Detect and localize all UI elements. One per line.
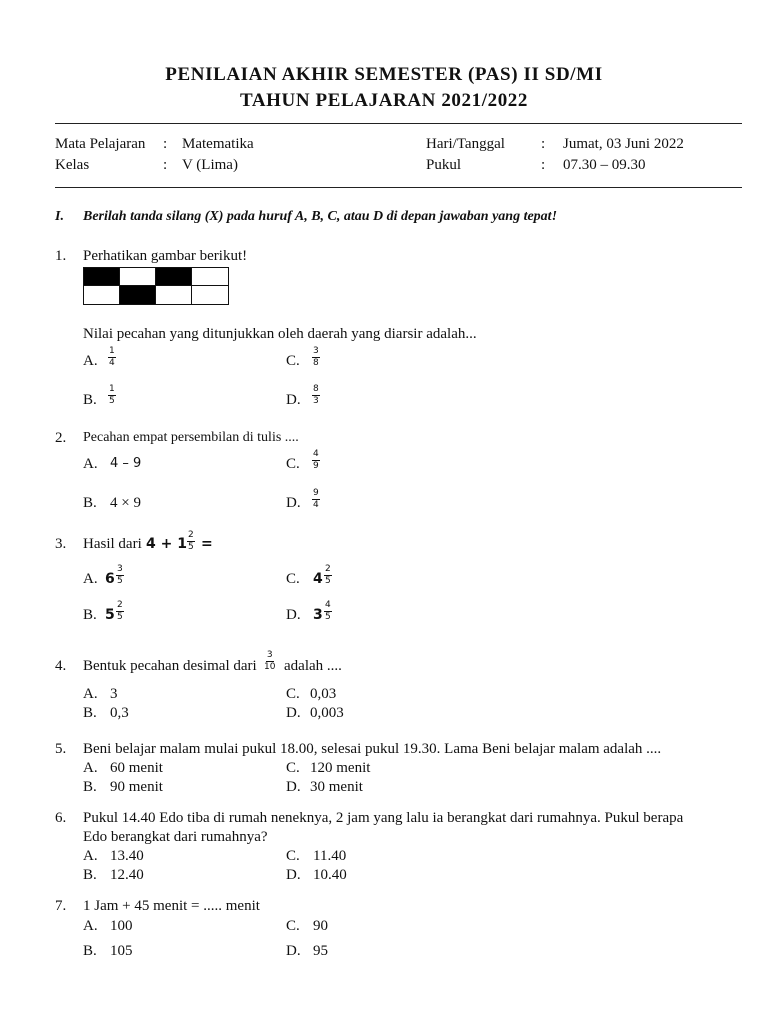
- denominator: 3: [313, 396, 319, 406]
- option-d-whole[interactable]: 3: [313, 607, 323, 623]
- subject-value: Matematika: [182, 136, 254, 152]
- option-c-letter[interactable]: C.: [286, 918, 300, 934]
- option-b-letter[interactable]: B.: [83, 867, 97, 883]
- time-value: 07.30 – 09.30: [563, 157, 646, 173]
- option-b-letter[interactable]: B.: [83, 392, 97, 408]
- option-b-value[interactable]: 4 × 9: [110, 495, 141, 511]
- denominator: 5: [109, 396, 115, 406]
- option-a-letter[interactable]: A.: [83, 456, 98, 472]
- option-d-fraction[interactable]: [324, 601, 332, 622]
- numerator: 4: [313, 449, 319, 459]
- numerator: 3: [117, 564, 123, 574]
- option-c-value[interactable]: 11.40: [313, 848, 347, 864]
- option-a-letter[interactable]: A.: [83, 686, 98, 702]
- numerator: 8: [313, 384, 319, 394]
- question-text: Perhatikan gambar berikut!: [83, 248, 248, 264]
- question-number: 4.: [55, 658, 67, 674]
- divider-bottom: [55, 187, 742, 188]
- option-b-fraction[interactable]: [116, 601, 124, 622]
- option-d-value[interactable]: 10.40: [313, 867, 347, 883]
- divider-top: [55, 123, 742, 124]
- numerator: 3: [266, 650, 273, 660]
- option-c-letter[interactable]: C.: [286, 760, 300, 776]
- expression-equals: =: [201, 536, 213, 552]
- option-c-letter[interactable]: C.: [286, 456, 300, 472]
- numerator: 4: [325, 600, 331, 610]
- option-d-letter[interactable]: D.: [286, 943, 301, 959]
- option-d-value[interactable]: 95: [313, 943, 328, 959]
- option-c-value[interactable]: 90: [313, 918, 328, 934]
- question-number: 1.: [55, 248, 67, 264]
- option-c-letter[interactable]: C.: [286, 353, 300, 369]
- option-a-whole[interactable]: 6: [105, 571, 115, 587]
- question-text: Beni belajar malam mulai pukul 18.00, selesai pukul 19.30. Lama Beni belajar malam adalah ....: [83, 741, 662, 757]
- option-b-value[interactable]: 90 menit: [110, 779, 163, 795]
- day-value: Jumat, 03 Juni 2022: [563, 136, 684, 152]
- option-a-value[interactable]: 60 menit: [110, 760, 163, 776]
- denominator: 5: [188, 542, 194, 552]
- option-d-letter[interactable]: D.: [286, 495, 301, 511]
- option-c-whole[interactable]: 4: [313, 571, 323, 587]
- numerator: 3: [313, 346, 319, 356]
- question-text: Pecahan empat persembilan di tulis ....: [83, 430, 299, 445]
- option-a-value[interactable]: 3: [110, 686, 118, 702]
- option-d-letter[interactable]: D.: [286, 392, 301, 408]
- option-a-value[interactable]: 13.40: [110, 848, 144, 864]
- option-a-letter[interactable]: A.: [83, 760, 98, 776]
- option-d-letter[interactable]: D.: [286, 607, 301, 623]
- denominator: 5: [325, 576, 331, 586]
- shaded-grid-figure: [83, 267, 229, 305]
- option-b-value[interactable]: 105: [110, 943, 133, 959]
- option-d-letter[interactable]: D.: [286, 705, 301, 721]
- numerator: 1: [109, 346, 115, 356]
- question-number: 5.: [55, 741, 67, 757]
- denominator: 9: [313, 461, 319, 471]
- numerator: 2: [117, 600, 123, 610]
- question-text: Pukul 14.40 Edo tiba di rumah neneknya, 2 jam yang lalu ia berangkat dari rumahnya. Pukul berapa: [83, 810, 684, 826]
- grid-cell-empty: [192, 268, 228, 286]
- question-text-2: Edo berangkat dari rumahnya?: [83, 829, 268, 845]
- class-colon: :: [163, 157, 168, 173]
- option-a-value[interactable]: 100: [110, 918, 133, 934]
- exam-title: PENILAIAN AKHIR SEMESTER (PAS) II SD/MI: [165, 64, 603, 85]
- subject-label: Mata Pelajaran: [55, 136, 146, 152]
- day-colon: :: [541, 136, 546, 152]
- option-b-letter[interactable]: B.: [83, 779, 97, 795]
- option-a-letter[interactable]: A.: [83, 918, 98, 934]
- option-d-letter[interactable]: D.: [286, 779, 301, 795]
- option-b-letter[interactable]: B.: [83, 607, 97, 623]
- class-label: Kelas: [55, 157, 90, 173]
- question-number: 2.: [55, 430, 67, 446]
- option-b-letter[interactable]: B.: [83, 943, 97, 959]
- option-a-letter[interactable]: A.: [83, 353, 98, 369]
- option-c-value[interactable]: 0,03: [310, 686, 337, 702]
- option-d-letter[interactable]: D.: [286, 867, 301, 883]
- option-c-fraction[interactable]: [324, 565, 332, 586]
- day-label: Hari/Tanggal: [426, 136, 505, 152]
- question-text-2: Nilai pecahan yang ditunjukkan oleh daerah yang diarsir adalah...: [83, 326, 477, 342]
- question-number: 3.: [55, 536, 67, 552]
- grid-cell-empty: [156, 286, 192, 304]
- option-d-fraction[interactable]: [312, 385, 320, 406]
- option-c-fraction[interactable]: [312, 450, 320, 471]
- class-value: V (Lima): [182, 157, 238, 173]
- instruction-text: Berilah tanda silang (X) pada huruf A, B, C, atau D di depan jawaban yang tepat!: [83, 209, 558, 224]
- option-b-value[interactable]: 12.40: [110, 867, 144, 883]
- option-c-fraction[interactable]: [312, 347, 320, 368]
- grid-cell-empty: [120, 268, 156, 286]
- instruction-number: I.: [55, 209, 64, 224]
- option-d-value[interactable]: 30 menit: [310, 779, 363, 795]
- question-number: 6.: [55, 810, 67, 826]
- denominator: 5: [117, 576, 123, 586]
- option-a-fraction[interactable]: [116, 565, 124, 586]
- option-b-fraction[interactable]: [108, 385, 116, 406]
- option-d-value[interactable]: 0,003: [310, 705, 344, 721]
- time-label: Pukul: [426, 157, 462, 173]
- numerator: 2: [188, 530, 194, 540]
- question-number: 7.: [55, 898, 67, 914]
- denominator: 4: [109, 358, 115, 368]
- option-a-letter[interactable]: A.: [83, 848, 98, 864]
- option-c-letter[interactable]: C.: [286, 848, 300, 864]
- option-b-letter[interactable]: B.: [83, 705, 97, 721]
- exam-year: TAHUN PELAJARAN 2021/2022: [239, 90, 529, 111]
- option-d-fraction[interactable]: [312, 489, 320, 510]
- time-colon: :: [541, 157, 546, 173]
- numerator: 2: [325, 564, 331, 574]
- question-text-after: adalah ....: [284, 658, 342, 674]
- subject-colon: :: [163, 136, 168, 152]
- grid-cell-empty: [84, 286, 120, 304]
- option-b-letter[interactable]: B.: [83, 495, 97, 511]
- question-text: Hasil dari: [83, 536, 142, 552]
- expression-left: 4 + 1: [146, 536, 187, 552]
- option-a-letter[interactable]: A.: [83, 571, 98, 587]
- option-b-whole[interactable]: 5: [105, 607, 115, 623]
- question-text: 1 Jam + 45 menit = ..... menit: [83, 898, 260, 914]
- numerator: 1: [109, 384, 115, 394]
- option-c-value[interactable]: 120 menit: [310, 760, 371, 776]
- denominator: 5: [117, 612, 123, 622]
- denominator: 4: [313, 500, 319, 510]
- option-a-value[interactable]: 4 – 9: [110, 456, 142, 471]
- option-c-letter[interactable]: C.: [286, 686, 300, 702]
- option-a-fraction[interactable]: [108, 347, 116, 368]
- denominator: 10: [264, 662, 276, 672]
- question-text: Bentuk pecahan desimal dari: [83, 658, 257, 674]
- option-c-letter[interactable]: C.: [286, 571, 300, 587]
- expression-fraction: [187, 531, 195, 552]
- denominator: 5: [325, 612, 331, 622]
- numerator: 9: [313, 488, 319, 498]
- denominator: 8: [313, 358, 319, 368]
- grid-cell-shaded: [84, 268, 120, 286]
- grid-cell-empty: [192, 286, 228, 304]
- option-b-value[interactable]: 0,3: [110, 705, 129, 721]
- grid-cell-shaded: [120, 286, 156, 304]
- question-fraction: [264, 651, 275, 672]
- grid-cell-shaded: [156, 268, 192, 286]
